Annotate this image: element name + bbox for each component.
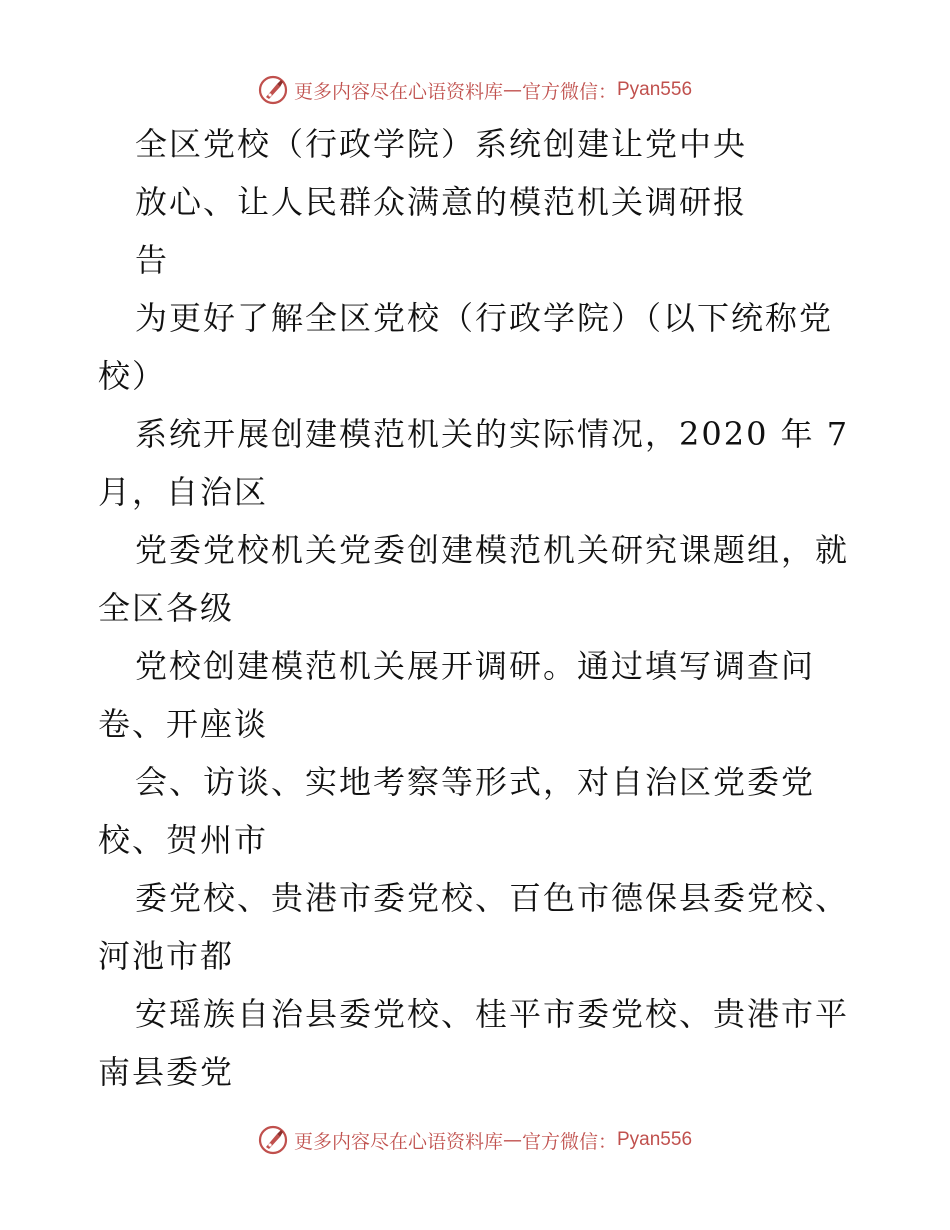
paragraph-line: 委党校、贵港市委党校、百色市德保县委党校、 xyxy=(135,879,850,917)
paragraph-line: 全区各级 xyxy=(98,589,235,627)
paragraph-line: 校、贺州市 xyxy=(98,821,269,859)
paragraph-line: 系统开展创建模范机关的实际情况，2020 年 7 xyxy=(135,415,850,453)
paragraph-line: 南县委党 xyxy=(98,1053,235,1091)
watermark-dash: — xyxy=(502,79,522,101)
pen-nib-logo-icon xyxy=(258,1125,288,1155)
pen-nib-logo-icon xyxy=(258,75,288,105)
title-line-1: 全区党校（行政学院）系统创建让党中央 xyxy=(135,125,748,163)
watermark-dash: — xyxy=(502,1129,522,1151)
watermark-account: Pyan556 xyxy=(617,79,693,100)
paragraph-line: 会、访谈、实地考察等形式，对自治区党委党 xyxy=(135,763,816,801)
watermark-account: Pyan556 xyxy=(617,1129,693,1150)
footer-watermark xyxy=(0,1120,950,1160)
watermark-text: 更多内容尽在心语资料库 xyxy=(293,1130,503,1153)
paragraph-line: 为更好了解全区党校（行政学院）（以下统称党 xyxy=(135,299,834,337)
title-line-2: 放心、让人民群众满意的模范机关调研报 xyxy=(135,183,748,221)
paragraph-line: 党委党校机关党委创建模范机关研究课题组，就 xyxy=(135,531,850,569)
paragraph-line: 河池市都 xyxy=(98,937,235,975)
paragraph-line: 安瑶族自治县委党校、桂平市委党校、贵港市平 xyxy=(135,995,850,1033)
watermark-text: 更多内容尽在心语资料库 xyxy=(293,80,503,103)
paragraph-line: 月，自治区 xyxy=(98,473,269,511)
header-watermark xyxy=(0,70,950,110)
watermark-label: 官方微信： xyxy=(521,1130,617,1153)
paragraph-line: 党校创建模范机关展开调研。通过填写调查问 xyxy=(135,647,816,685)
title-line-3: 告 xyxy=(135,241,170,279)
paragraph-line: 校） xyxy=(98,357,167,395)
paragraph-line: 卷、开座谈 xyxy=(98,705,269,743)
watermark-label: 官方微信： xyxy=(521,80,617,103)
